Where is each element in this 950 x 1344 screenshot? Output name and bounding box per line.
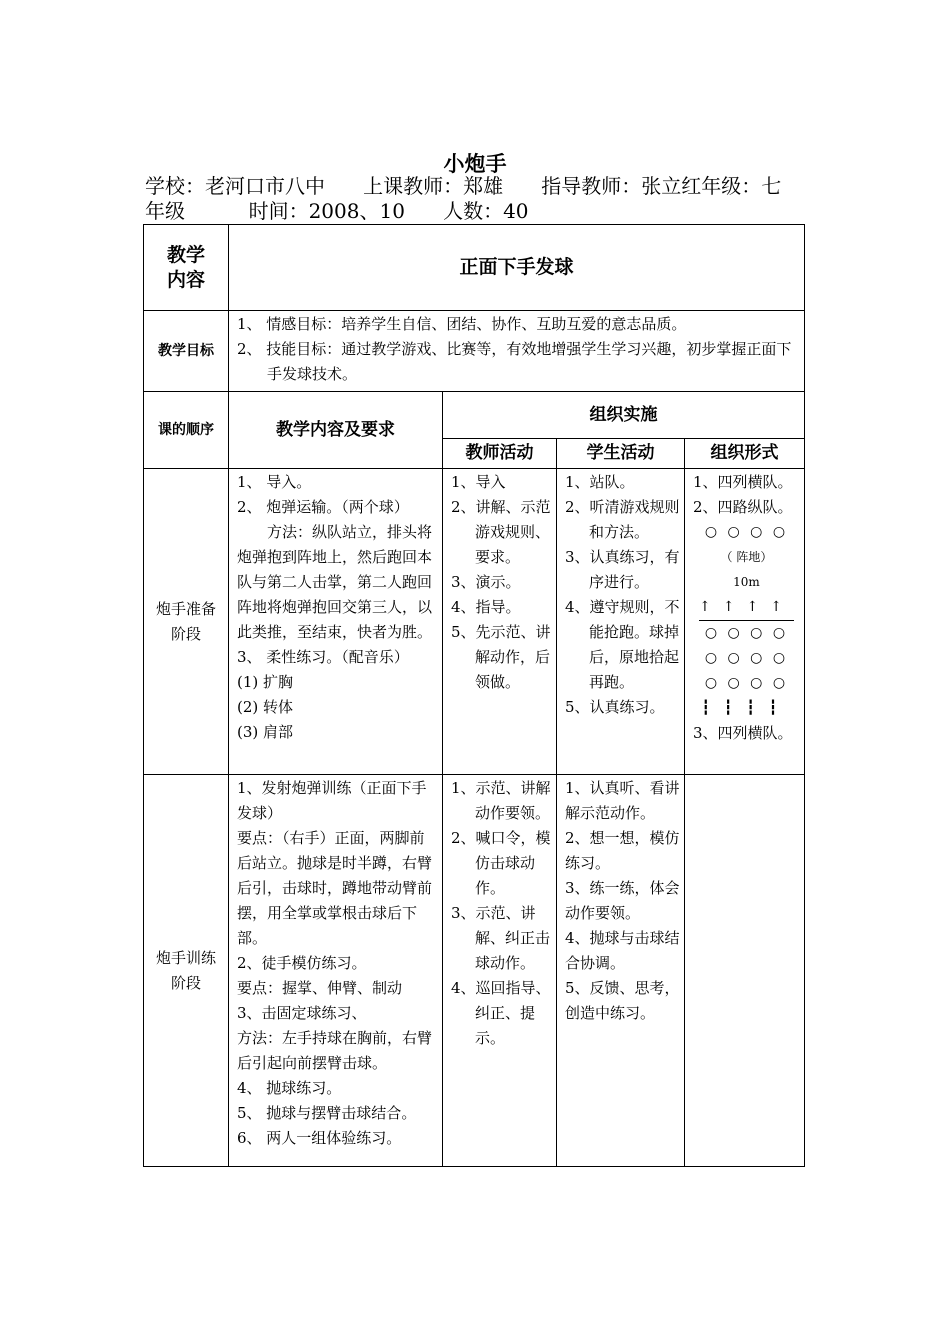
content-item: 3、击固定球练习、 <box>237 1004 367 1022</box>
stage2-content <box>229 775 443 1167</box>
formation-circles: ○ ○ ○ ○ <box>704 625 789 641</box>
col-student-header: 学生活动 <box>557 439 685 469</box>
stage2-student <box>557 775 685 1167</box>
col-org-header: 组织实施 <box>443 392 805 439</box>
col-content-header: 教学内容及要求 <box>229 392 443 469</box>
stage2-name: 炮手训练 阶段 <box>144 775 229 1167</box>
student-item: 5、认真练习。 <box>565 698 665 716</box>
content-item: (1) 扩胸 <box>237 673 294 691</box>
col-order-header: 课的顺序 <box>144 392 229 469</box>
goal-item: 1、 情感目标：培养学生自信、团结、协作、互助互爱的意志品质。 <box>237 315 687 333</box>
document-title: 小炮手 <box>443 151 507 176</box>
content-item: 方法：纵队站立，排头将炮弹抱到阵地上，然后跑回本队与第二人击掌，第二人跑回阵地将炮弹抱回交第三人，以此类推，至结束，快者为胜。 <box>237 523 433 641</box>
student-item: 4、抛球与击球结合协调。 <box>565 929 680 972</box>
formation-circles: ○ ○ ○ ○ <box>704 650 789 666</box>
content-item: (2) 转体 <box>237 698 294 716</box>
goals-label: 教学目标 <box>144 311 229 392</box>
student-item: 3、练一练，体会动作要领。 <box>565 879 680 922</box>
form-line: 2、四路纵队。 <box>693 498 793 516</box>
content-item: 1、发射炮弹训练（正面下手发球） <box>237 779 427 822</box>
content-label: 教学 内容 <box>144 225 229 311</box>
content-item: 4、 抛球练习。 <box>237 1079 342 1097</box>
goal-item: 2、 技能目标：通过教学游戏、比赛等，有效地增强学生学习兴趣，初步掌握正面下手发球技术。 <box>237 340 792 383</box>
lesson-plan-table <box>143 224 805 1167</box>
content-item: 方法：左手持球在胸前，右臂后引起向前摆臂击球。 <box>237 1029 433 1072</box>
content-item: 2、徒手模仿练习。 <box>237 954 367 972</box>
lesson-info <box>145 174 810 224</box>
stage1-form <box>685 469 805 775</box>
content-item: 3、 柔性练习。（配音乐） <box>237 648 409 666</box>
student-item: 1、站队。 <box>565 473 635 491</box>
formation-circles: ○ ○ ○ ○ <box>704 524 789 540</box>
dashed-bar-icon: ┇┇┇┇ <box>701 700 792 716</box>
stage1-content <box>229 469 443 775</box>
student-item: 5、反馈、思考，创造中练习。 <box>565 979 680 1022</box>
teacher-item: 2、讲解、示范游戏规则、要求。 <box>451 498 551 566</box>
stage1-teacher <box>443 469 557 775</box>
teacher-item: 1、导入 <box>451 473 506 491</box>
stage2-form <box>685 775 805 1167</box>
form-line: 1、四列横队。 <box>693 473 793 491</box>
content-value: 正面下手发球 <box>229 225 805 311</box>
student-item: 2、想一想，模仿练习。 <box>565 829 680 872</box>
up-arrow-icon: ↑↑↑↑ <box>699 595 794 621</box>
info-line-1: 学校：老河口市八中 上课教师：郑雄 指导教师：张立红年级：七 <box>145 174 782 198</box>
student-item: 2、听清游戏规则和方法。 <box>565 498 680 541</box>
goals-cell <box>229 311 805 392</box>
student-item: 4、遵守规则，不能抢跑。球掉后，原地拾起再跑。 <box>565 598 680 691</box>
stage2-teacher <box>443 775 557 1167</box>
form-line: 3、四列横队。 <box>693 724 793 742</box>
teacher-item: 3、演示。 <box>451 573 521 591</box>
student-item: 3、认真练习，有序进行。 <box>565 548 680 591</box>
teacher-item: 2、喊口令，模仿击球动作。 <box>451 829 551 897</box>
distance-label: 10m <box>733 575 760 589</box>
teacher-item: 4、巡回指导、纠正、提示。 <box>451 979 551 1047</box>
teacher-item: 4、指导。 <box>451 598 521 616</box>
stage1-student <box>557 469 685 775</box>
formation-circles: ○ ○ ○ ○ <box>704 675 789 691</box>
content-item: 1、 导入。 <box>237 473 312 491</box>
content-item: 5、 抛球与摆臂击球结合。 <box>237 1104 417 1122</box>
teacher-item: 1、示范、讲解动作要领。 <box>451 779 551 822</box>
stage1-name: 炮手准备 阶段 <box>144 469 229 775</box>
content-item: (3) 肩部 <box>237 723 294 741</box>
content-item: 6、 两人一组体验练习。 <box>237 1129 402 1147</box>
content-item: 2、 炮弹运输。（两个球） <box>237 498 409 516</box>
student-item: 1、认真听、看讲解示范动作。 <box>565 779 680 822</box>
teacher-item: 5、先示范、讲解动作，后领做。 <box>451 623 551 691</box>
content-item: 要点：握掌、伸臂、制动 <box>237 979 403 997</box>
info-line-2: 年级 时间：2008、10 人数：40 <box>145 199 529 223</box>
teacher-item: 3、示范、讲解、纠正击球动作。 <box>451 904 551 972</box>
position-label: （ 阵地） <box>720 550 773 564</box>
col-teacher-header: 教师活动 <box>443 439 557 469</box>
col-form-header: 组织形式 <box>685 439 805 469</box>
content-item: 要点：（右手）正面，两脚前后站立。抛球是时半蹲，右臂后引，击球时，蹲地带动臂前摆，用全掌或掌根击球后下部。 <box>237 829 433 947</box>
